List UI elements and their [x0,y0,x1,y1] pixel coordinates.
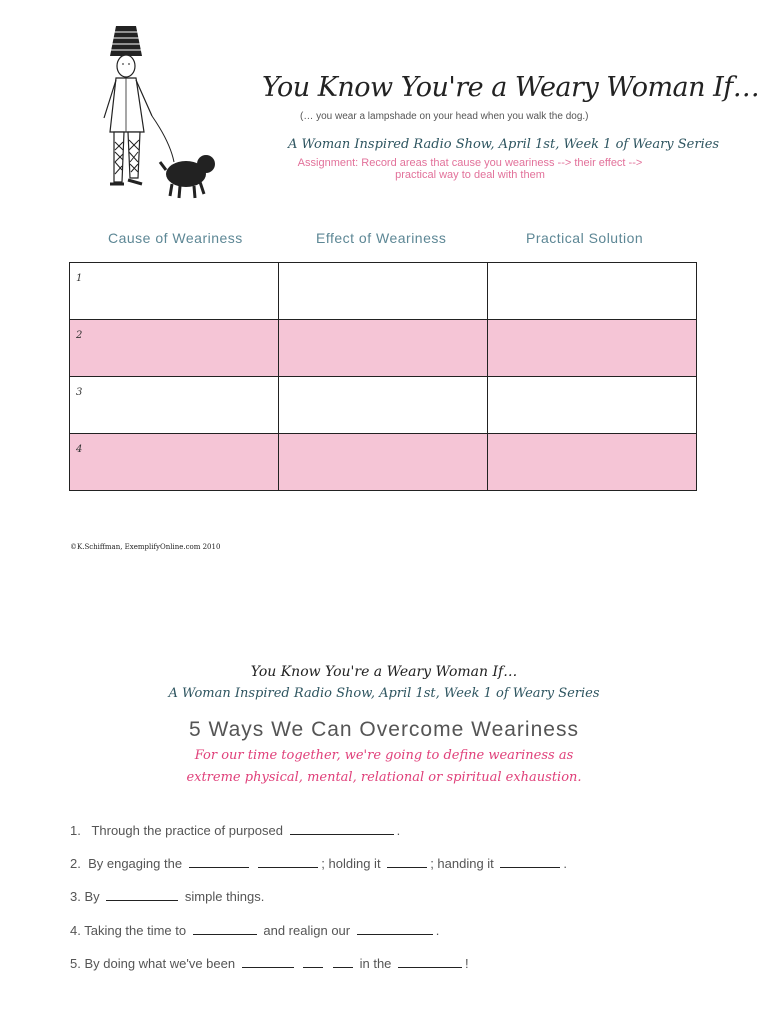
definition-line-1: For our time together, we're going to define weariness as [194,748,574,763]
fill-blank[interactable] [106,888,178,901]
fill-blank[interactable] [303,955,323,968]
definition-line-2: extreme physical, mental, relational or spiritual exhaustion. [186,770,582,785]
fill-blank[interactable] [387,855,427,868]
effect-cell[interactable] [279,434,488,491]
fill-blank[interactable] [242,955,294,968]
row-number: 3 [76,387,83,398]
fill-blank[interactable] [357,922,433,935]
weariness-definition [0,745,768,789]
solution-cell[interactable] [488,320,697,377]
cause-cell[interactable] [70,434,279,491]
item-number: 5. [70,956,81,971]
item-text: By doing what we've been [84,956,236,971]
item-text: . [396,823,401,838]
item-number: 2. [70,856,81,871]
page2-show-line: A Woman Inspired Radio Show, April 1st, Week 1 of Weary Series [168,686,600,701]
item-text: ; handing it [430,856,494,871]
cause-cell[interactable] [70,377,279,434]
page2-heading: 5 Ways We Can Overcome Weariness [189,718,579,741]
item-number: 1. [70,823,81,838]
row-number: 1 [76,273,83,284]
copyright: ©K.Schiffman, ExemplifyOnline.com 2010 [70,543,221,551]
table-row [70,320,697,377]
item-text: ! [465,956,469,971]
cause-cell[interactable] [70,320,279,377]
fill-blank[interactable] [333,955,353,968]
item-text: Taking the time to [84,923,187,938]
item-text: in the [359,956,392,971]
item-text: . [435,923,440,938]
list-item [70,855,567,871]
list-item [70,822,400,838]
fill-blank[interactable] [290,822,394,835]
solution-cell[interactable] [488,434,697,491]
fill-blank[interactable] [193,922,257,935]
assignment-line-1: Assignment: Record areas that cause you weariness --> their effect --> [297,157,643,169]
row-number: 2 [76,330,83,341]
item-text: simple things. [184,889,265,904]
cause-cell[interactable] [70,263,279,320]
solution-cell[interactable] [488,377,697,434]
item-number: 3. [70,889,81,904]
fill-blank[interactable] [189,855,249,868]
item-text: . [563,856,568,871]
woman-walking-dog-illustration [88,22,228,210]
column-header-cause: Cause of Weariness [108,230,243,246]
list-item [70,888,264,904]
page2-title: You Know You're a Weary Woman If… [250,664,518,680]
column-header-solution: Practical Solution [526,230,644,246]
fill-blank[interactable] [500,855,560,868]
item-text: ; holding it [321,856,381,871]
column-header-effect: Effect of Weariness [316,230,447,246]
fill-blank[interactable] [398,955,462,968]
fill-blank[interactable] [258,855,318,868]
table-row [70,263,697,320]
row-number: 4 [76,444,83,455]
main-title: You Know You're a Weary Woman If… [262,72,760,103]
effect-cell[interactable] [279,320,488,377]
table-row [70,377,697,434]
item-text: By [84,889,100,904]
list-item [70,955,469,971]
item-number: 4. [70,923,81,938]
item-text: and realign our [263,923,351,938]
assignment [264,157,676,181]
item-text: By engaging the [88,856,183,871]
effect-cell[interactable] [279,377,488,434]
subtitle: (… you wear a lampshade on your head when you walk the dog.) [300,111,589,122]
table-row [70,434,697,491]
weariness-table [69,262,697,491]
effect-cell[interactable] [279,263,488,320]
assignment-line-2: practical way to deal with them [395,169,545,181]
item-text: Through the practice of purposed [91,823,283,838]
show-line: A Woman Inspired Radio Show, April 1st, Week 1 of Weary Series [288,137,720,152]
list-item [70,922,439,938]
solution-cell[interactable] [488,263,697,320]
